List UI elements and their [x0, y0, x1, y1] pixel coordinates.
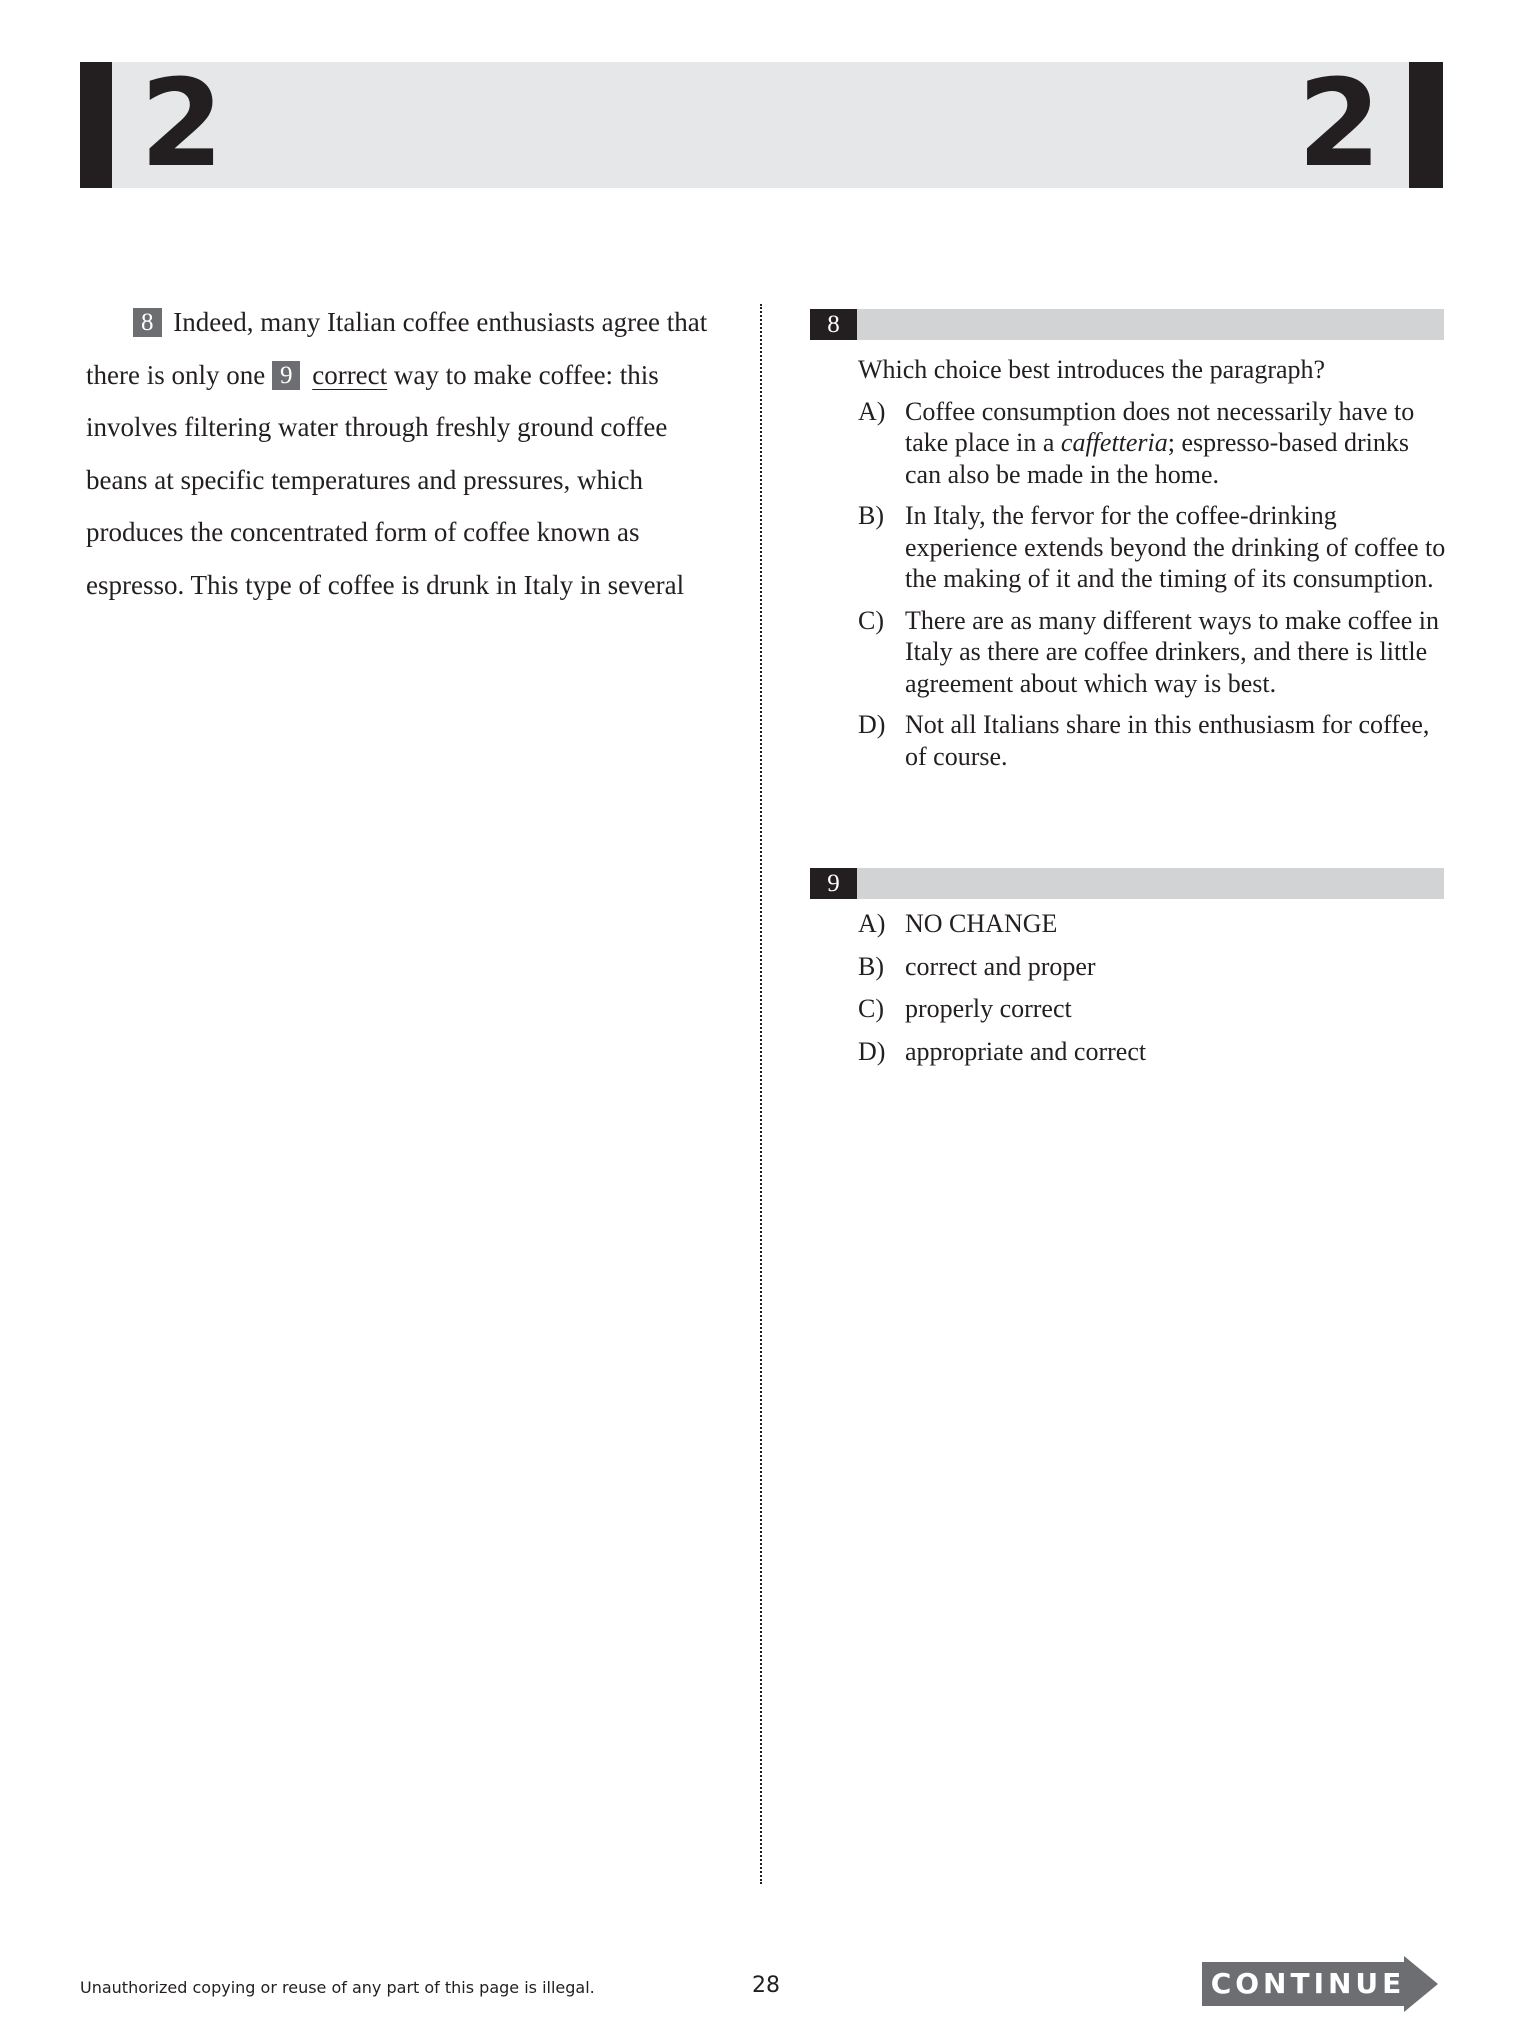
choice-text: appropriate and correct	[905, 1036, 1147, 1066]
question-8-choice-b[interactable]	[858, 500, 1448, 595]
underlined-phrase: correct	[312, 359, 388, 390]
question-8-number: 8	[810, 309, 857, 340]
passage-paragraph	[86, 296, 726, 611]
continue-label: CONTINUE	[1210, 1967, 1406, 2000]
choice-text: Not all Italians share in this enthusiasm for coffee, of course.	[905, 710, 1430, 771]
continue-button[interactable]	[1202, 1956, 1438, 2012]
choice-letter: D)	[858, 710, 886, 739]
passage-text-1: Indeed, many Italian coffee enthusiasts agree that there is only one	[86, 307, 708, 390]
question-8	[858, 354, 1448, 782]
question-9-choice-a[interactable]	[858, 908, 1448, 940]
passage	[86, 296, 726, 611]
choice-text: There are as many different ways to make coffee in Italy as there are coffee drinkers, and there is little agreement about which way is best.	[905, 605, 1439, 698]
choice-letter: C)	[858, 994, 884, 1023]
question-9-header	[810, 868, 1444, 899]
question-8-choice-d[interactable]	[858, 709, 1448, 772]
section-number-left: 2	[140, 55, 224, 194]
question-9-choice-c[interactable]	[858, 993, 1448, 1025]
choice-text: properly correct	[905, 994, 1072, 1023]
page-number: 28	[752, 1973, 780, 1998]
header-left-bar	[80, 62, 112, 188]
choice-letter: D)	[858, 1036, 886, 1066]
section-header	[80, 55, 1443, 194]
choice-letter: C)	[858, 605, 884, 635]
question-8-choice-a[interactable]	[858, 396, 1448, 491]
choice-text: correct and proper	[905, 951, 1096, 981]
question-9	[858, 908, 1448, 1078]
question-8-header	[810, 309, 1444, 340]
choice-text: Coffee consumption does not necessarily have to take place in a caffetteria; espresso-based drinks can also be made in the home.	[905, 396, 1415, 489]
copyright-notice: Unauthorized copying or reuse of any part of this page is illegal.	[80, 1978, 595, 1997]
header-right-bar	[1409, 62, 1443, 188]
question-9-choice-d[interactable]	[858, 1036, 1448, 1068]
italic-term: caffetteria	[1060, 428, 1168, 457]
question-9-number: 9	[810, 868, 857, 899]
question-9-choice-b[interactable]	[858, 951, 1448, 983]
question-marker-9[interactable]: 9	[272, 361, 301, 390]
column-divider	[760, 304, 762, 1884]
question-8-stem: Which choice best introduces the paragraph?	[858, 355, 1326, 384]
question-8-choice-c[interactable]	[858, 605, 1448, 700]
choice-letter: A)	[858, 909, 886, 938]
choice-letter: A)	[858, 396, 886, 426]
choice-letter: B)	[858, 951, 884, 981]
choice-text: In Italy, the fervor for the coffee-drinking experience extends beyond the drinking of coffee to the making of it and the timing of its consumption.	[905, 501, 1446, 593]
passage-text-2: way to make coffee: this involves filtering water through freshly ground coffee beans at specific temperatures and pressures, which produces the concentrated form of coffee known as espresso. This type of coffee is drunk in Italy in several	[86, 359, 685, 600]
choice-text: NO CHANGE	[905, 909, 1058, 938]
question-marker-8[interactable]: 8	[133, 308, 162, 337]
choice-letter: B)	[858, 501, 884, 530]
section-number-right: 2	[1297, 55, 1381, 194]
